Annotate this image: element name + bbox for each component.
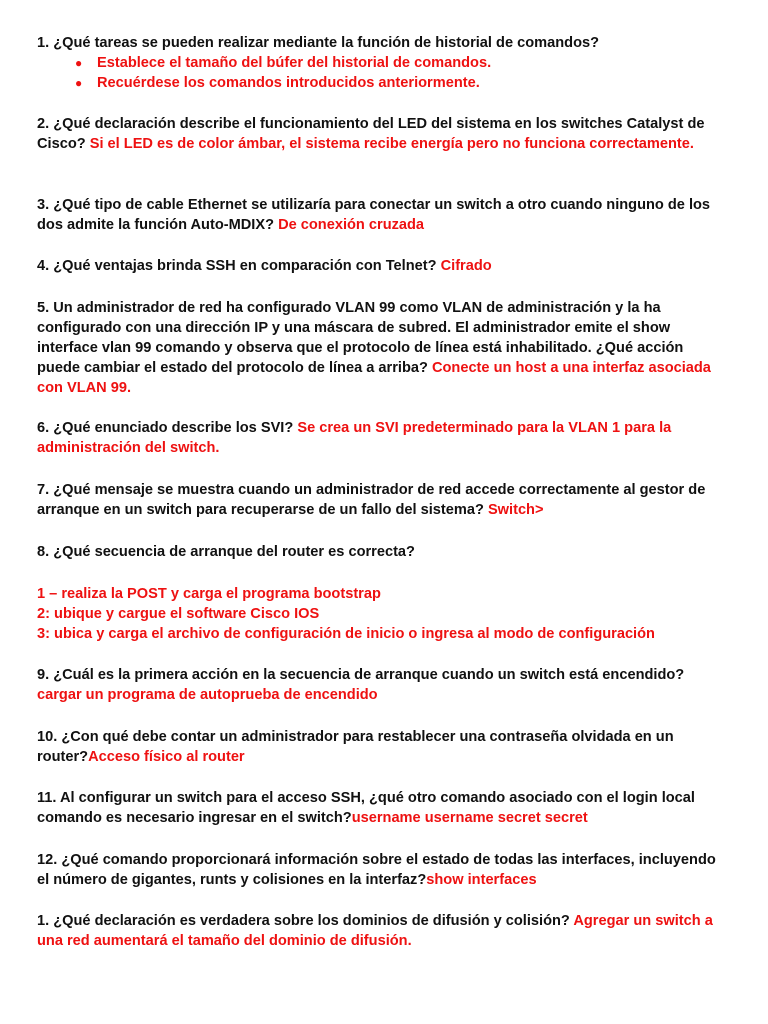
list-item (37, 53, 599, 73)
answer-text: Recuérdese los comandos introducidos anteriormente. (97, 75, 480, 91)
question-3 (37, 195, 727, 235)
question-12-answer: show interfaces (426, 872, 537, 888)
question-13-text: 1. ¿Qué declaración es verdadera sobre los dominios de difusión y colisión? (37, 913, 570, 929)
question-6-text: 6. ¿Qué enunciado describe los SVI? (37, 420, 294, 436)
question-7-answer: Switch> (483, 502, 544, 518)
question-6-answer: Se crea un SVI predeterminado para la VLAN 1 para la administración del switch. (37, 420, 672, 456)
question-8-text: 8. ¿Qué secuencia de arranque del router es correcta? (37, 544, 415, 560)
question-10-text: 10. ¿Con qué debe contar un administrador para restablecer una contraseña olvidada en un router? (37, 729, 674, 765)
boot-sequence (37, 584, 655, 644)
question-2-text: 2. ¿Qué declaración describe el funcionamiento del LED del sistema en los switches Catalyst de Cisco? (37, 116, 705, 152)
question-6 (37, 418, 727, 458)
question-3-text: 3. ¿Qué tipo de cable Ethernet se utilizaría para conectar un switch a otro cuando ninguno de los dos admite la función Auto-MDIX? (37, 197, 711, 233)
question-4 (37, 256, 492, 276)
question-2 (37, 114, 727, 154)
question-2-answer: Si el LED es de color ámbar, el sistema recibe energía pero no funciona correctamente. (85, 136, 694, 152)
question-1-text: 1. ¿Qué tareas se pueden realizar mediante la función de historial de comandos? (37, 35, 600, 51)
question-9 (37, 665, 684, 705)
question-8 (37, 542, 415, 562)
question-10 (37, 727, 727, 767)
list-item (37, 73, 599, 93)
sequence-step-2: 2: ubique y cargue el software Cisco IOS (37, 606, 320, 622)
question-4-answer: Cifrado (436, 258, 492, 274)
sequence-step-1: 1 – realiza la POST y carga el programa bootstrap (37, 586, 381, 602)
question-7-text: 7. ¿Qué mensaje se muestra cuando un administrador de red accede correctamente al gestor de arranque en un switch para recuperarse de un fallo del sistema? (37, 482, 706, 518)
bullet-icon: ● (75, 76, 83, 90)
question-4-text: 4. ¿Qué ventajas brinda SSH en comparación con Telnet? (37, 258, 437, 274)
question-11 (37, 788, 727, 828)
answer-text: Establece el tamaño del búfer del historial de comandos. (97, 55, 492, 71)
question-1 (37, 33, 599, 93)
question-12-text: 12. ¿Qué comando proporcionará información sobre el estado de todas las interfaces, incluyendo el número de gigantes, runts y colisiones en la interfaz? (37, 852, 716, 888)
question-13 (37, 911, 727, 951)
question-13-answer: Agregar un switch a una red aumentará el tamaño del dominio de difusión. (37, 913, 713, 949)
question-5-text: 5. Un administrador de red ha configurado VLAN 99 como VLAN de administración y la ha configurado con una dirección IP y una máscara de subred. El administrador emite el show interface vlan 99 comando y observa que el protocolo de línea está inhabilitado. ¿Qué acción puede cambiar el estado del protocolo de línea a arriba? (37, 300, 684, 376)
question-11-text: 11. Al configurar un switch para el acceso SSH, ¿qué otro comando asociado con el login local comando es necesario ingresar en el switch? (37, 790, 695, 826)
question-5 (37, 298, 727, 398)
question-10-answer: Acceso físico al router (88, 749, 245, 765)
question-9-answer: cargar un programa de autoprueba de encendido (37, 687, 378, 703)
sequence-step-3: 3: ubica y carga el archivo de configuración de inicio o ingresa al modo de configuración (37, 626, 655, 642)
question-11-answer: username username secret secret (351, 810, 588, 826)
question-9-text: 9. ¿Cuál es la primera acción en la secuencia de arranque cuando un switch está encendido? (37, 667, 685, 683)
question-7 (37, 480, 727, 520)
bullet-icon: ● (75, 56, 83, 70)
question-3-answer: De conexión cruzada (274, 217, 425, 233)
question-12 (37, 850, 727, 890)
question-5-answer: Conecte un host a una interfaz asociada con VLAN 99. (37, 360, 711, 396)
question-1-answer-list (37, 53, 599, 93)
